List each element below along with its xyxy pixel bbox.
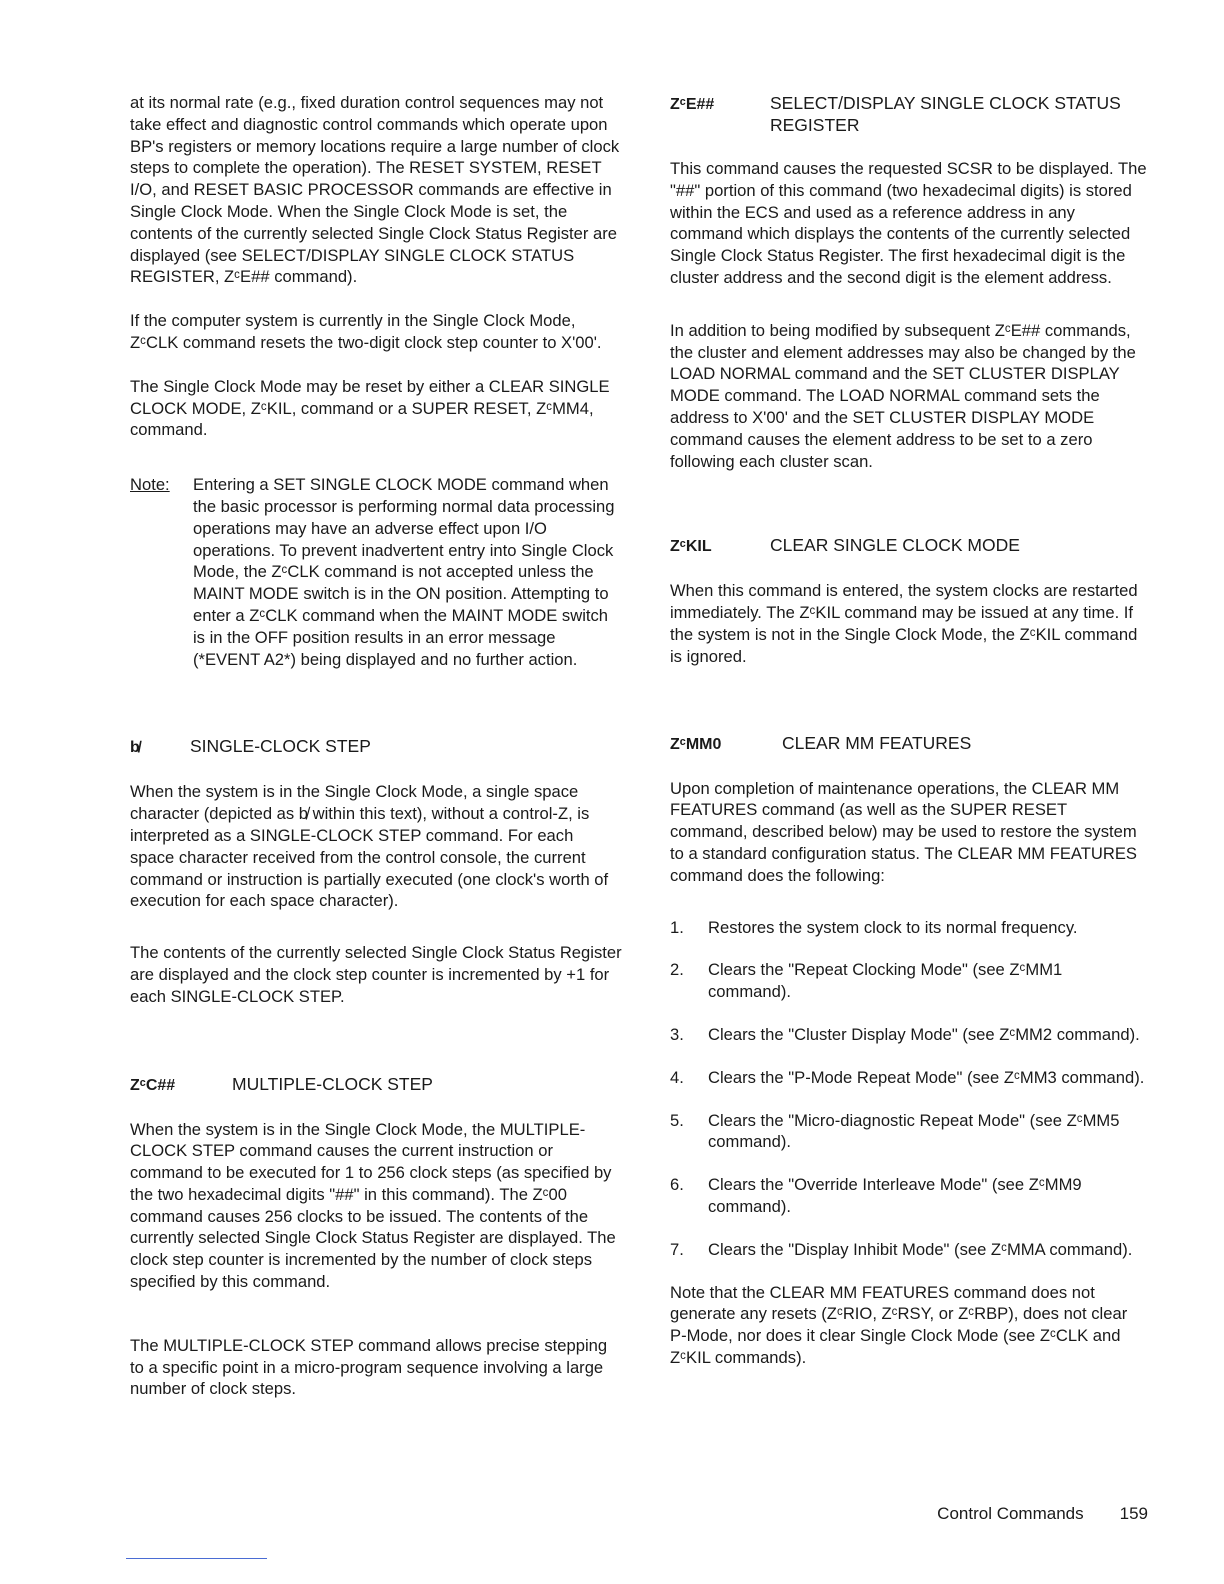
clear-single-clock-heading [670, 534, 1148, 558]
footer-section-title: Control Commands [937, 1504, 1084, 1523]
note-label: Note: [130, 475, 170, 495]
page-number: 159 [1119, 1504, 1148, 1523]
reset-counter-paragraph: If the computer system is currently in the Single Clock Mode, ZᶜCLK command resets the two-digit clock step counter to X'00'. [130, 311, 602, 352]
right-column [670, 92, 1148, 1369]
list-item: 1. Restores the system clock to its normal frequency. [670, 917, 1078, 937]
clear-mm-features-heading [670, 732, 1148, 756]
note-block [130, 474, 622, 670]
note-text: Entering a SET SINGLE CLOCK MODE command when the basic processor is performing normal data processing operations may have an adverse effect upon I/O operations. To prevent inadvertent entry into Single Clock Mode, the ZᶜCLK command is not accepted unless the MAINT MODE switch is in the ON position. Attempting to enter a ZᶜCLK command when the MAINT MODE switch is in the OFF position results in an error message (*EVENT A2*) being displayed and no further action. [193, 475, 615, 669]
multiple-clock-step-paragraph-1: When the system is in the Single Clock Mode, the MULTIPLE-CLOCK STEP command causes the current instruction or command to be executed for 1 to 256 clock steps (as specified by the two hexadecimal digits "##" in this command). The Zᶜ00 command causes 256 clocks to be issued. The contents of the currently selected Single Clock Status Register are displayed. The clock step counter is incremented by the number of clock steps specified by this command. [130, 1119, 616, 1292]
clear-mm-features-paragraph: Upon completion of maintenance operations, the CLEAR MM FEATURES command (as well as the SUPER RESET command, described below) may be used to restore the system to a standard configuration status. The CLEAR MM FEATURES command does the following: [670, 778, 1137, 885]
select-display-paragraph-1: This command causes the requested SCSR to be displayed. The "##" portion of this command (two hexadecimal digits) is stored within the ECS and used as a reference address in any command which displays the contents of the currently selected Single Clock Status Register. The first hexadecimal digit is the cluster address and the second digit is the element address. [670, 159, 1147, 287]
list-item: 7. Clears the "Display Inhibit Mode" (see ZᶜMMA command). [670, 1239, 1133, 1259]
clear-mm-features-steps [670, 917, 1148, 1261]
bottom-rule [126, 1558, 267, 1559]
list-item: 4. Clears the "P-Mode Repeat Mode" (see ZᶜMM3 command). [670, 1067, 1145, 1087]
single-clock-step-paragraph-1: When the system is in the Single Clock Mode, a single space character (depicted as b̸ within this text), without a control-Z, is interpreted as a SINGLE-CLOCK STEP command. For each space character received from the control console, the current command or instruction is partially executed (one clock's worth of execution for each space character). [130, 782, 609, 911]
list-item: 6. Clears the "Override Interleave Mode" (see ZᶜMM9 command). [670, 1175, 1082, 1216]
clear-mm-features-note: Note that the CLEAR MM FEATURES command does not generate any resets (ZᶜRIO, ZᶜRSY, or ZᶜRBP), does not clear P-Mode, nor does it clear Single Clock Mode (see ZᶜCLK and ZᶜKIL commands). [670, 1282, 1128, 1367]
select-display-code: ZᶜE## [670, 96, 715, 113]
single-clock-step-paragraph-2: The contents of the currently selected Single Clock Status Register are displayed and the clock step counter is incremented by +1 for each SINGLE-CLOCK STEP. [130, 943, 622, 1006]
left-column [130, 92, 622, 1400]
list-item: 5. Clears the "Micro-diagnostic Repeat Mode" (see ZᶜMM5 command). [670, 1110, 1120, 1152]
multiple-clock-step-heading [130, 1073, 622, 1097]
select-display-paragraph-2: In addition to being modified by subsequent ZᶜE## commands, the cluster and element addresses may also be changed by the LOAD NORMAL command and the SET CLUSTER DISPLAY MODE command. The LOAD NORMAL command sets the address to X'00' and the SET CLUSTER DISPLAY MODE command causes the element address to be set to a zero following each cluster scan. [670, 320, 1136, 471]
multiple-clock-step-code: ZᶜC## [130, 1076, 176, 1094]
list-item: 3. Clears the "Cluster Display Mode" (see ZᶜMM2 command). [670, 1024, 1140, 1044]
select-display-heading [670, 92, 1148, 136]
intro-paragraph: at its normal rate (e.g., fixed duration control sequences may not take effect and diagnostic control commands which operate upon BP's registers or memory locations require a large number of clock steps to complete the operation). The RESET SYSTEM, RESET I/O, and RESET BASIC PROCESSOR commands are effective in Single Clock Mode. When the Single Clock Mode is set, the contents of the currently selected Single Clock Status Register are displayed (see SELECT/DISPLAY SINGLE CLOCK STATUS REGISTER, ZᶜE## command). [130, 93, 620, 287]
clear-mm-features-title: CLEAR MM FEATURES [782, 732, 972, 753]
clear-single-clock-paragraph: When this command is entered, the system clocks are restarted immediately. The ZᶜKIL command may be issued at any time. If the system is not in the Single Clock Mode, the ZᶜKIL command is ignored. [670, 581, 1138, 666]
clear-single-clock-code: ZᶜKIL [670, 538, 712, 556]
single-clock-step-heading [130, 735, 622, 759]
single-clock-step-title: SINGLE-CLOCK STEP [190, 736, 371, 757]
multiple-clock-step-paragraph-2: The MULTIPLE-CLOCK STEP command allows precise stepping to a specific point in a micro-program sequence involving a large number of clock steps. [130, 1335, 608, 1399]
select-display-title: SELECT/DISPLAY SINGLE CLOCK STATUS REGISTER [770, 93, 1121, 135]
clear-single-clock-title: CLEAR SINGLE CLOCK MODE [770, 535, 1020, 556]
list-item: 2. Clears the "Repeat Clocking Mode" (see ZᶜMM1 command). [670, 960, 1063, 1002]
clear-mm-features-code: ZᶜMM0 [670, 735, 722, 753]
page-footer [937, 1504, 1148, 1524]
multiple-clock-step-title: MULTIPLE-CLOCK STEP [232, 1073, 433, 1094]
single-clock-step-code: b̸ [130, 739, 140, 757]
clear-mode-paragraph: The Single Clock Mode may be reset by either a CLEAR SINGLE CLOCK MODE, ZᶜKIL, command or a SUPER RESET, ZᶜMM4, command. [130, 376, 610, 440]
